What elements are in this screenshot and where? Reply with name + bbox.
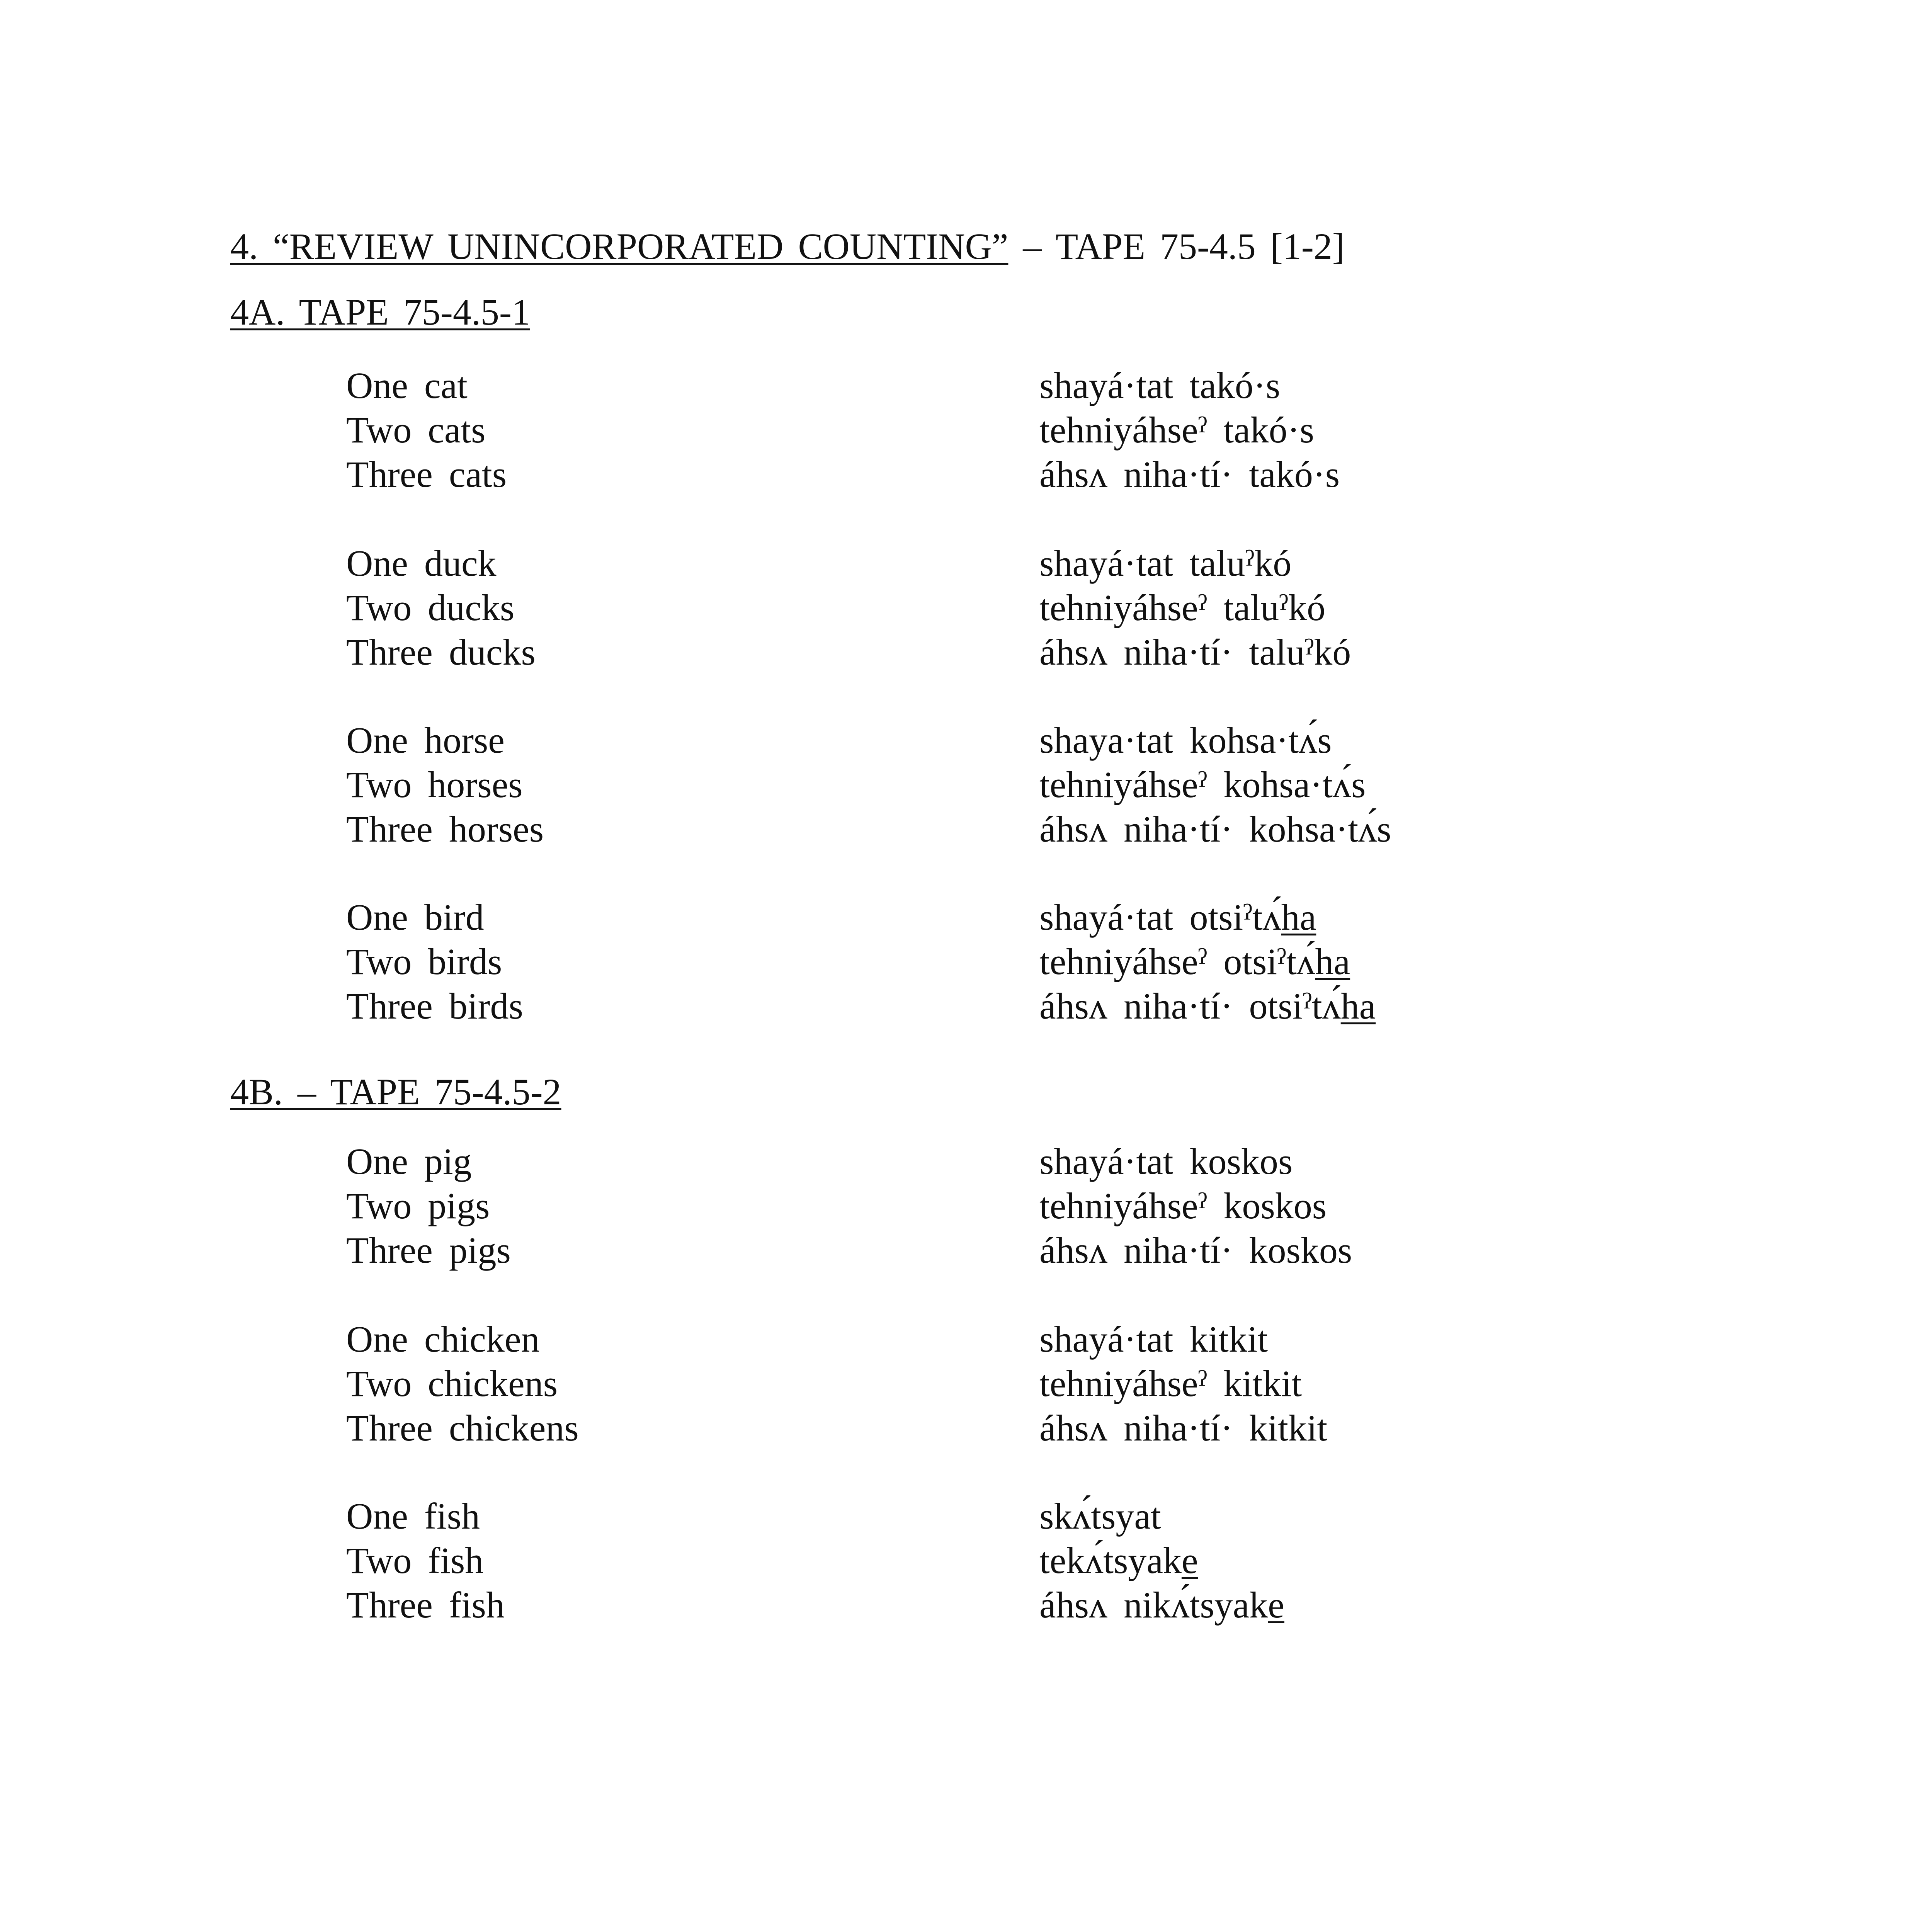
title-underlined: 4. “REVIEW UNINCORPORATED COUNTING” [230,226,1009,267]
table-row [0,1406,1932,1450]
translation-term: áhsʌ niha·tí· kohsa·tʌ́s [1039,808,1391,850]
table-row [0,895,1932,939]
translation-plain: áhsʌ niha·tí· otsiˀtʌ́ [1039,985,1341,1027]
translation-term: skʌ́tsyat [1039,1495,1161,1537]
english-term: Two cats [346,409,486,451]
english-term: One pig [346,1141,472,1182]
english-term: Three cats [346,454,507,495]
translation-term: shaya·tat kohsa·tʌ́s [1039,719,1332,761]
translation-term: shayá·tat koskos [1039,1141,1293,1182]
group-chicken [0,1317,1932,1450]
translation-term: áhsʌ niha·tí· koskos [1039,1230,1352,1271]
translation-term: tehniyáhseˀ taluˀkó [1039,587,1326,628]
translation-plain: shayá·tat otsiˀtʌ́ [1039,896,1281,938]
table-row [0,807,1932,851]
english-term: One bird [346,896,484,938]
translation-term: shayá·tat kitkit [1039,1318,1268,1360]
translation-term [1039,984,1376,1028]
english-term: One cat [346,365,468,406]
table-row [0,718,1932,762]
translation-term: áhsʌ niha·tí· takó·s [1039,454,1340,495]
translation-term: áhsʌ niha·tí· taluˀkó [1039,631,1351,673]
page-title [230,223,1345,270]
table-row [0,1184,1932,1228]
table-row [0,541,1932,585]
translation-term [1039,895,1316,939]
group-horse [0,718,1932,851]
translation-term: tehniyáhseˀ takó·s [1039,409,1314,451]
translation-underlined: ha [1340,985,1376,1027]
group-duck [0,541,1932,674]
english-term: Two chickens [346,1363,558,1404]
english-term: One horse [346,719,505,761]
english-term: Two fish [346,1540,484,1581]
english-term: Three birds [346,985,523,1027]
table-row [0,408,1932,452]
table-row [0,1494,1932,1538]
group-fish [0,1494,1932,1627]
table-row [0,363,1932,408]
table-row [0,1228,1932,1272]
table-row [0,939,1932,984]
table-row [0,1317,1932,1361]
translation-term: shayá·tat takó·s [1039,365,1281,406]
english-term: One duck [346,543,497,584]
table-row [0,1583,1932,1627]
translation-term: shayá·tat taluˀkó [1039,543,1292,584]
translation-plain: tekʌ́tsyak [1039,1540,1182,1581]
table-row [0,1361,1932,1406]
translation-term: áhsʌ niha·tí· kitkit [1039,1407,1328,1449]
section-heading-4a: 4A. TAPE 75-4.5-1 [230,291,530,333]
group-bird [0,895,1932,1028]
english-term: Two pigs [346,1185,490,1226]
table-row [0,984,1932,1028]
table-row [0,1538,1932,1583]
translation-term [1039,939,1350,984]
section-heading-4b: 4B. – TAPE 75-4.5-2 [230,1071,561,1112]
english-term: Three fish [346,1584,505,1626]
table-row [0,1139,1932,1184]
english-term: Two birds [346,941,502,982]
english-term: Three ducks [346,631,536,673]
translation-term: tehniyáhseˀ koskos [1039,1185,1327,1226]
group-pig [0,1139,1932,1272]
translation-term [1039,1583,1284,1627]
english-term: Three horses [346,808,544,850]
table-row [0,452,1932,497]
translation-underlined: ha [1315,941,1350,982]
english-term: Two horses [346,764,523,805]
translation-plain: áhsʌ nikʌ́tsyak [1039,1584,1268,1626]
translation-underlined: e [1268,1584,1284,1626]
english-term: One chicken [346,1318,540,1360]
group-cat [0,363,1932,497]
translation-term: tehniyáhseˀ kohsa·tʌ́s [1039,764,1366,805]
table-row [0,585,1932,630]
translation-term: tehniyáhseˀ kitkit [1039,1363,1302,1404]
title-tape: – TAPE 75-4.5 [1-2] [1008,226,1345,267]
english-term: Three pigs [346,1230,511,1271]
english-term: One fish [346,1495,480,1537]
translation-underlined: e [1181,1540,1198,1581]
translation-plain: tehniyáhseˀ otsiˀtʌ́ [1039,941,1315,982]
translation-term [1039,1538,1198,1583]
table-row [0,630,1932,674]
english-term: Two ducks [346,587,515,628]
english-term: Three chickens [346,1407,579,1449]
table-row [0,762,1932,807]
translation-underlined: ha [1281,896,1316,938]
